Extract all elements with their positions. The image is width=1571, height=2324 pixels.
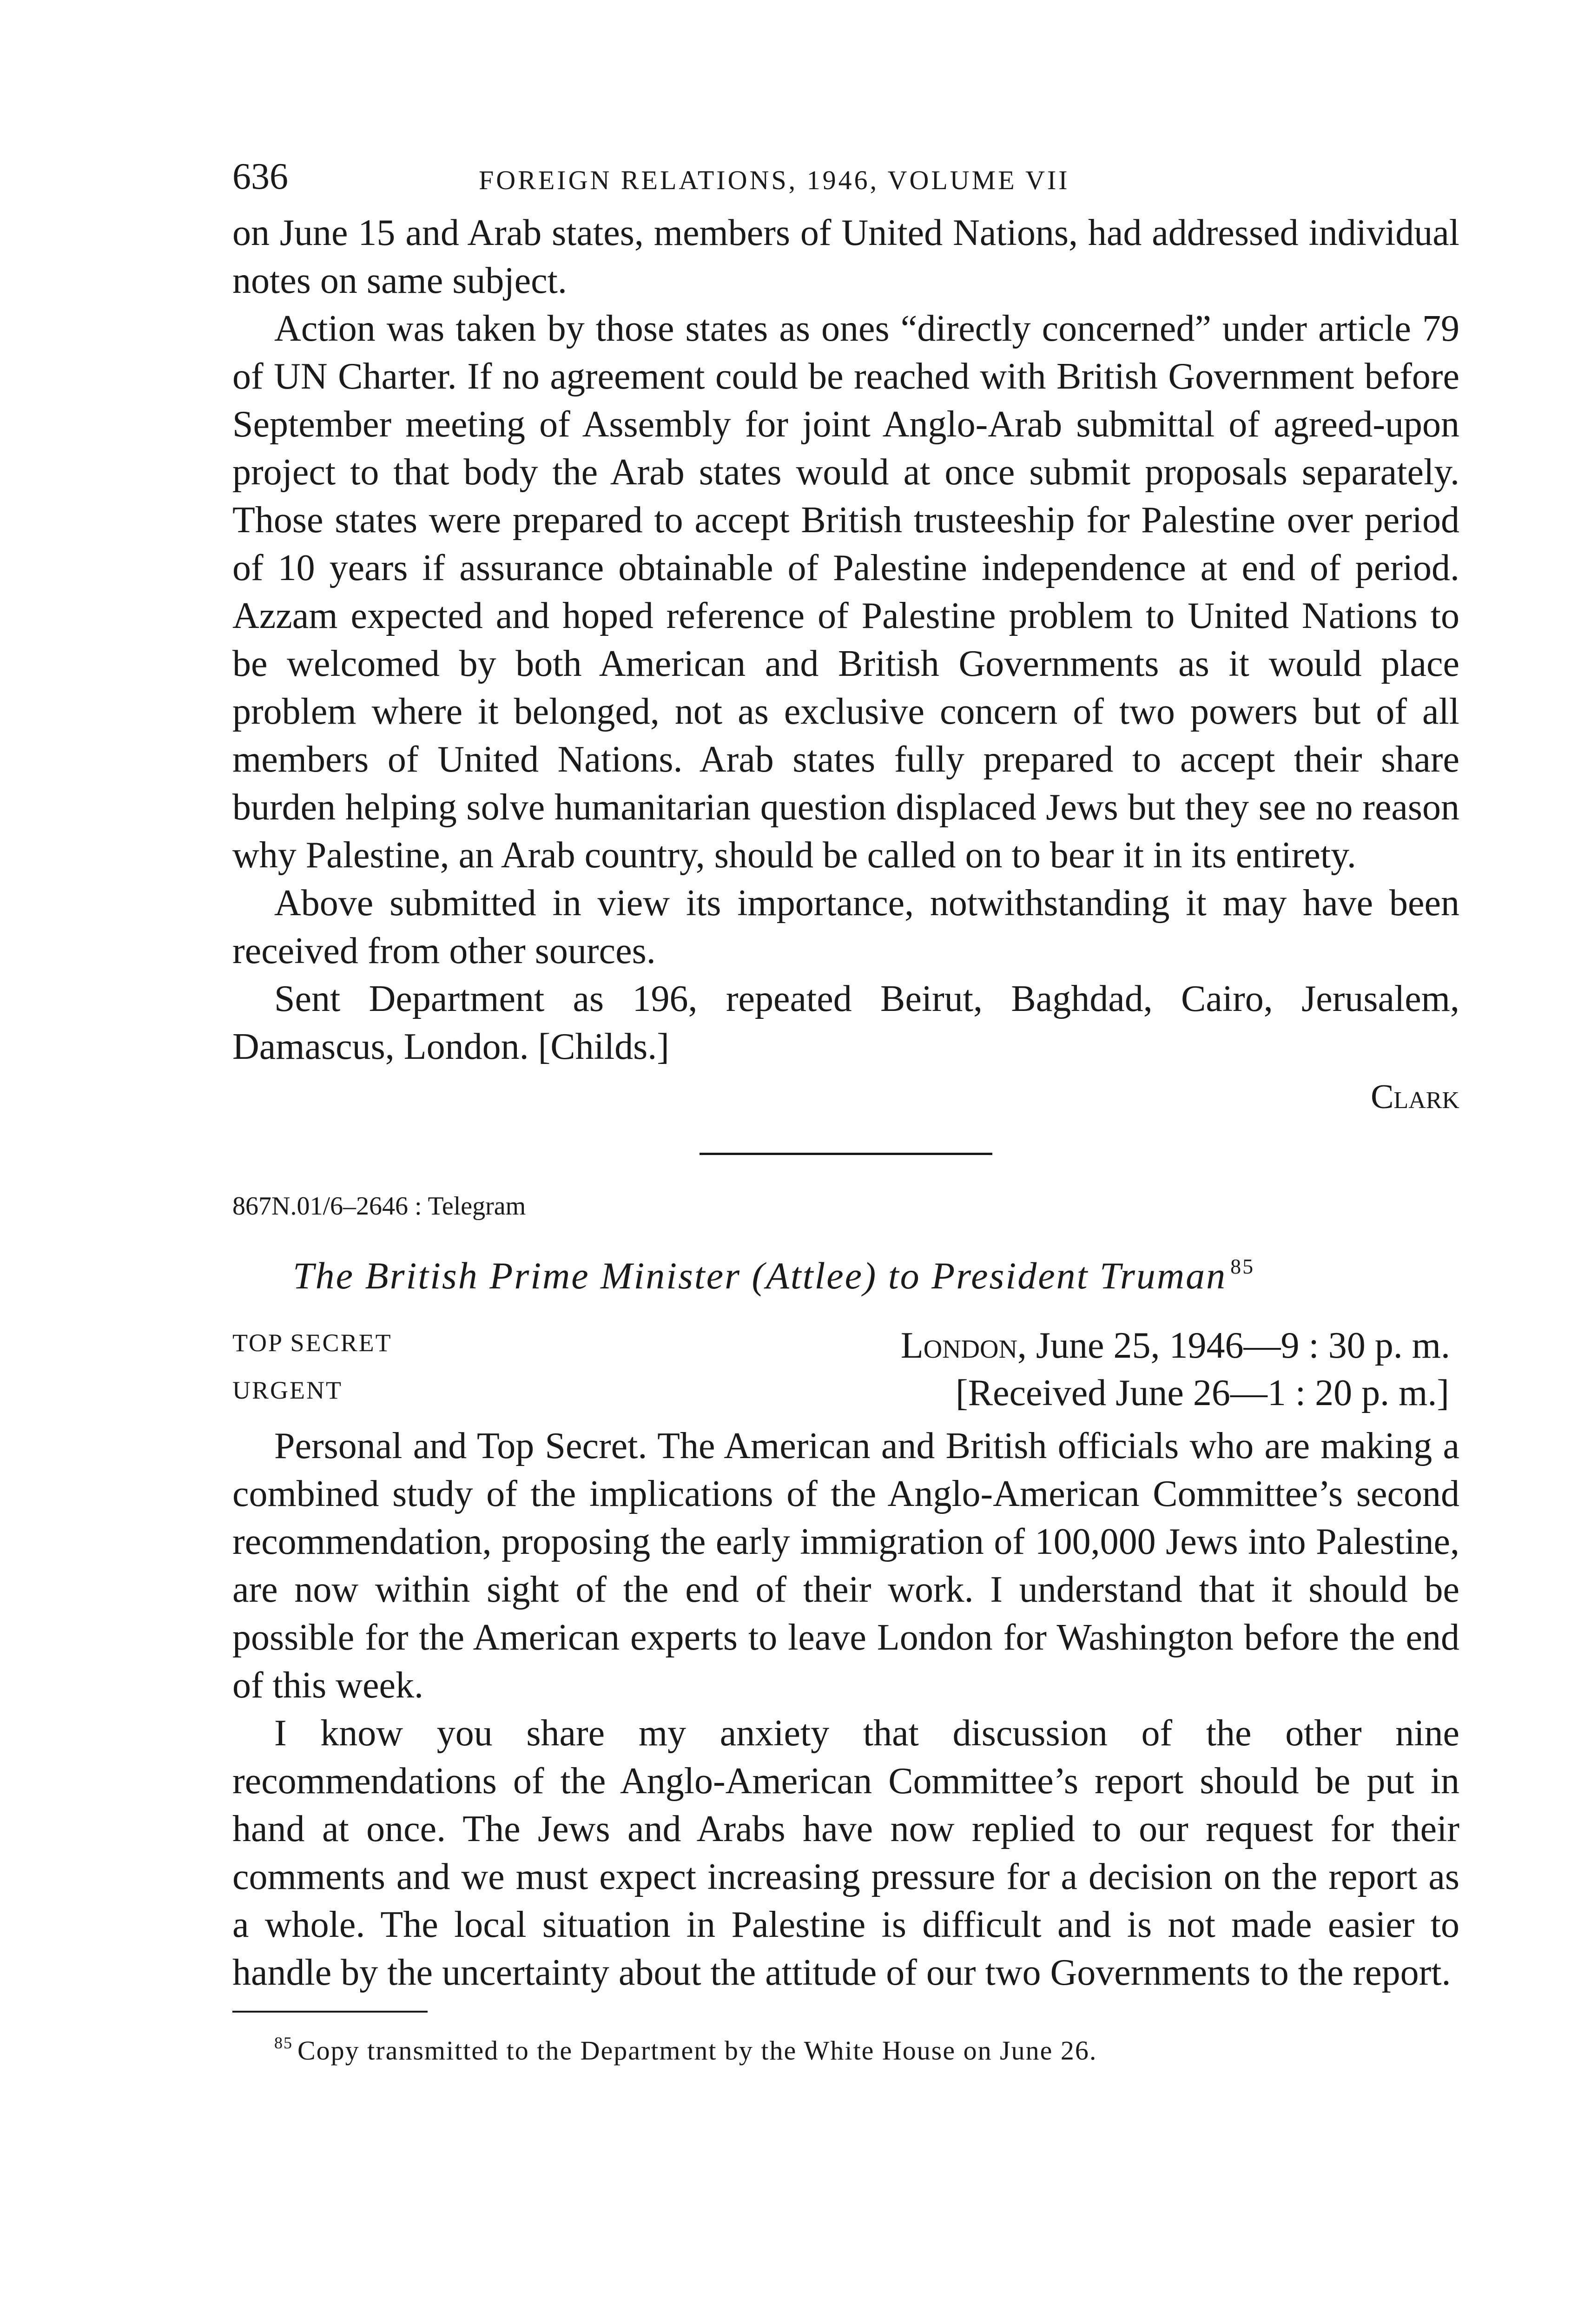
telegram-metadata [232,1325,1459,1422]
footnote-mark: 85 [274,2034,293,2052]
paragraph: I know you share my anxiety that discussion of the other nine recommendations of the Anglo-American Committee’s report should be put in hand at once. The Jews and Arabs have now replied to our request for their comments and we must expect increasing pressure for a decision on the report as a whole. The local situation in Palestine is difficult and is not made easier to handle by the uncertainty about the attitude of our two Governments to the report. [232,1713,1459,1993]
paragraph: Above submitted in view its importance, notwithstanding it may have been received from other sources. [232,883,1459,971]
paragraph: Personal and Top Secret. The American and British officials who are making a combined study of the implications of the Anglo-American Committee’s second recommendation, proposing the early immigration of 100,000 Jews into Palestine, are now within sight of the end of their work. I understand that it should be possible for the American experts to leave London for Washington before the end of this week. [232,1426,1459,1706]
document-title [232,1239,1459,1304]
document-separator [700,1153,992,1155]
page-header [232,153,1459,209]
telegram-text [232,1422,1459,1997]
footnote-text: Copy transmitted to the Department by the White House on June 26. [297,2035,1097,2066]
paragraph: on June 15 and Arab states, members of United Nations, had addressed individual notes on same subject. [232,212,1459,301]
previous-document-text [232,209,1459,1071]
page-number: 636 [232,156,288,197]
running-head: FOREIGN RELATIONS, 1946, VOLUME VII [479,165,1070,195]
received-note: [Received June 26—1 : 20 p. m.] [956,1373,1449,1413]
dateline [901,1325,1450,1367]
priority: URGENT [232,1376,343,1404]
document-page [232,153,1459,2072]
dateline-place: London [900,1325,1017,1366]
paragraph: Action was taken by those states as ones “directly concerned” under article 79 of UN Charter. If no agreement could be reached with British Government before September meeting of Assembly for joint Anglo-Arab submittal of agreed-upon project to that body the Arab states would at once submit proposals separately. Those states were prepared to accept British trusteeship for Palestine over period of 10 years if assurance obtainable of Palestine independence at end of period. Azzam expected and hoped reference of Palestine problem to United Nations to be welcomed by both American and British Governments as it would place problem where it belonged, not as exclusive concern of two powers but of all members of United Nations. Arab states fully prepared to accept their share burden helping solve humanitarian question displaced Jews but they see no reason why Palestine, an Arab country, should be called on to bear it in its entirety. [232,308,1459,876]
classification: TOP SECRET [232,1329,392,1357]
footnote [232,2022,1459,2072]
signature-clark: Clark [1371,1078,1459,1116]
footnote-reference: 85 [1230,1254,1255,1278]
paragraph: Sent Department as 196, repeated Beirut, Baghdad, Cairo, Jerusalem, Damascus, London. [Childs.] [232,978,1459,1067]
file-reference: 867N.01/6–2646 : Telegram [232,1192,526,1221]
footnote-separator [232,2011,428,2013]
dateline-date: , June 25, 1946—9 : 30 p. m. [1017,1325,1450,1366]
document-title-text: The British Prime Minister (Attlee) to President Truman [293,1254,1227,1297]
